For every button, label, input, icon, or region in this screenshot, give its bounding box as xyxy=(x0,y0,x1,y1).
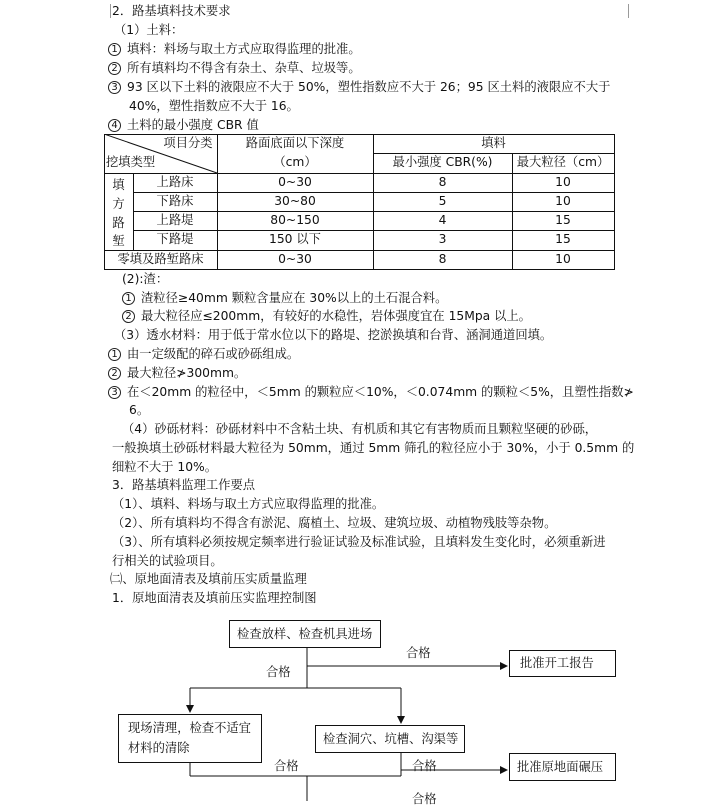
row-size: 10 xyxy=(555,252,571,266)
row-cbr: 4 xyxy=(438,213,447,227)
soil-item-3-cont: 40%，塑性指数应不大于 16。 xyxy=(129,99,299,113)
item-number-1: 1 xyxy=(108,348,121,361)
header-category: 项目分类 xyxy=(163,136,213,150)
permeable-heading: （3）透水材料：用于低于常水位以下的路堤、挖淤换填和台背、涵洞通道回填。 xyxy=(114,328,553,342)
item-number-2: 2 xyxy=(108,62,121,75)
flow-box-check-cavities: 检查洞穴、坑槽、沟渠等 xyxy=(315,725,465,753)
row-cbr: 5 xyxy=(438,194,447,208)
section-3-item-3: （3）、所有填料必须按规定频率进行验证试验及标准试验，且填料发生变化时，必须重新进 xyxy=(112,535,606,549)
slag-item-1: 1 渣粒径≥40mm 颗粒含量应在 30%以上的土石混合料。 xyxy=(122,289,447,308)
header-max-size: 最大粒径（cm） xyxy=(516,155,610,169)
row-depth: 0~30 xyxy=(278,175,312,189)
soil-item-4: 4 土料的最小强度 CBR 值 xyxy=(108,116,259,135)
flow-box-approve-rolling: 批准原地面碾压 xyxy=(509,753,616,781)
flow-label-pass: 合格 xyxy=(274,759,299,773)
row-depth: 0~30 xyxy=(278,252,312,266)
soil-heading: （1）土料： xyxy=(114,23,184,37)
row-cbr: 8 xyxy=(438,175,447,189)
item-number-1: 1 xyxy=(122,292,135,305)
group-label-char-2: 方 xyxy=(112,197,125,211)
row-depth: 150 以下 xyxy=(269,232,321,246)
flow-label-pass: 合格 xyxy=(266,665,291,679)
slag-item-2: 2 最大粒径应≤200mm，有较好的水稳性，岩体强度宜在 15Mpa 以上。 xyxy=(122,307,531,326)
slag-heading: (2):渣： xyxy=(122,272,169,286)
item-number-2: 2 xyxy=(108,367,121,380)
header-depth: 路面底面以下深度 xyxy=(245,136,345,150)
row-depth: 30~80 xyxy=(274,194,316,208)
row-name: 下路床 xyxy=(156,194,194,208)
section-3-title: 3．路基填料监理工作要点 xyxy=(112,478,256,492)
row-cbr: 8 xyxy=(438,252,447,266)
header-fill: 填料 xyxy=(481,136,506,150)
group-label-char-3: 路 xyxy=(112,216,125,230)
gravel-line-2: 一般换填土砂砾材料最大粒径为 50mm，通过 5mm 筛孔的粒径应小于 30%，小于 0.5mm 的 xyxy=(112,441,635,455)
header-cbr: 最小强度 CBR(%) xyxy=(392,155,493,169)
soil-item-3: 3 93 区以下土料的液限应不大于 50%，塑性指数应不大于 26；95 区土料的液限应不大于 xyxy=(108,78,610,97)
item-number-1: 1 xyxy=(108,43,121,56)
row-size: 10 xyxy=(555,194,571,208)
header-depth-unit: （cm） xyxy=(273,155,317,169)
section-er-title: ㈡、原地面清表及填前压实质量监理 xyxy=(110,572,307,586)
section-er-subtitle: 1．原地面清表及填前压实监理控制图 xyxy=(112,591,317,605)
group-label-char-4: 堑 xyxy=(112,234,125,248)
header-excavation-type: 挖填类型 xyxy=(106,155,156,169)
section-2-title: 2．路基填料技术要求 xyxy=(112,4,231,18)
permeable-item-1: 1 由一定级配的碎石或砂砾组成。 xyxy=(108,345,299,364)
flow-label-pass: 合格 xyxy=(412,792,437,806)
flow-box-approve-start: 批准开工报告 xyxy=(509,650,616,677)
row-depth: 80~150 xyxy=(270,213,320,227)
soil-item-2: 2 所有填料均不得含有杂土、杂草、垃圾等。 xyxy=(108,59,361,78)
item-number-4: 4 xyxy=(108,119,121,132)
section-3-item-1: （1）、填料、料场与取土方式应取得监理的批准。 xyxy=(112,497,385,511)
row-name: 下路堤 xyxy=(156,232,194,246)
flow-label-pass: 合格 xyxy=(412,759,437,773)
section-3-item-2: （2）、所有填料均不得含有淤泥、腐植土、垃圾、建筑垃圾、动植物残肢等杂物。 xyxy=(112,516,557,530)
item-number-2: 2 xyxy=(122,310,135,323)
item-number-3: 3 xyxy=(108,386,121,399)
gravel-line-3: 细粒不大于 10%。 xyxy=(112,460,218,474)
section-3-item-3-cont: 行相关的试验项目。 xyxy=(112,554,223,568)
row-size: 10 xyxy=(555,175,571,189)
soil-item-1: 1 填料：料场与取土方式应取得监理的批准。 xyxy=(108,40,361,59)
permeable-item-3: 3 在＜20mm 的粒径中，＜5mm 的颗粒应＜10%，＜0.074mm 的颗粒＜5%，且塑性指数≯ xyxy=(108,383,634,402)
flow-box-check-layout: 检查放样、检查机具进场 xyxy=(229,620,381,648)
row-name: 零填及路堑路床 xyxy=(117,252,204,266)
row-size: 15 xyxy=(555,213,571,227)
item-number-3: 3 xyxy=(108,81,121,94)
permeable-item-2: 2 最大粒径≯300mm。 xyxy=(108,364,246,383)
row-name: 上路床 xyxy=(156,175,194,189)
flow-box-site-clearing: 现场清理，检查不适宜 材料的清除 xyxy=(118,714,262,763)
gravel-line-1: （4）砂砾材料：砂砾材料中不含粘土块、有机质和其它有害物质而且颗粒坚硬的砂砾， xyxy=(122,422,598,436)
group-label-char-1: 填 xyxy=(112,178,125,192)
flow-label-pass: 合格 xyxy=(406,646,431,660)
row-name: 上路堤 xyxy=(156,213,194,227)
permeable-item-3-cont: 6。 xyxy=(129,403,150,417)
row-size: 15 xyxy=(555,232,571,246)
row-cbr: 3 xyxy=(438,232,447,246)
